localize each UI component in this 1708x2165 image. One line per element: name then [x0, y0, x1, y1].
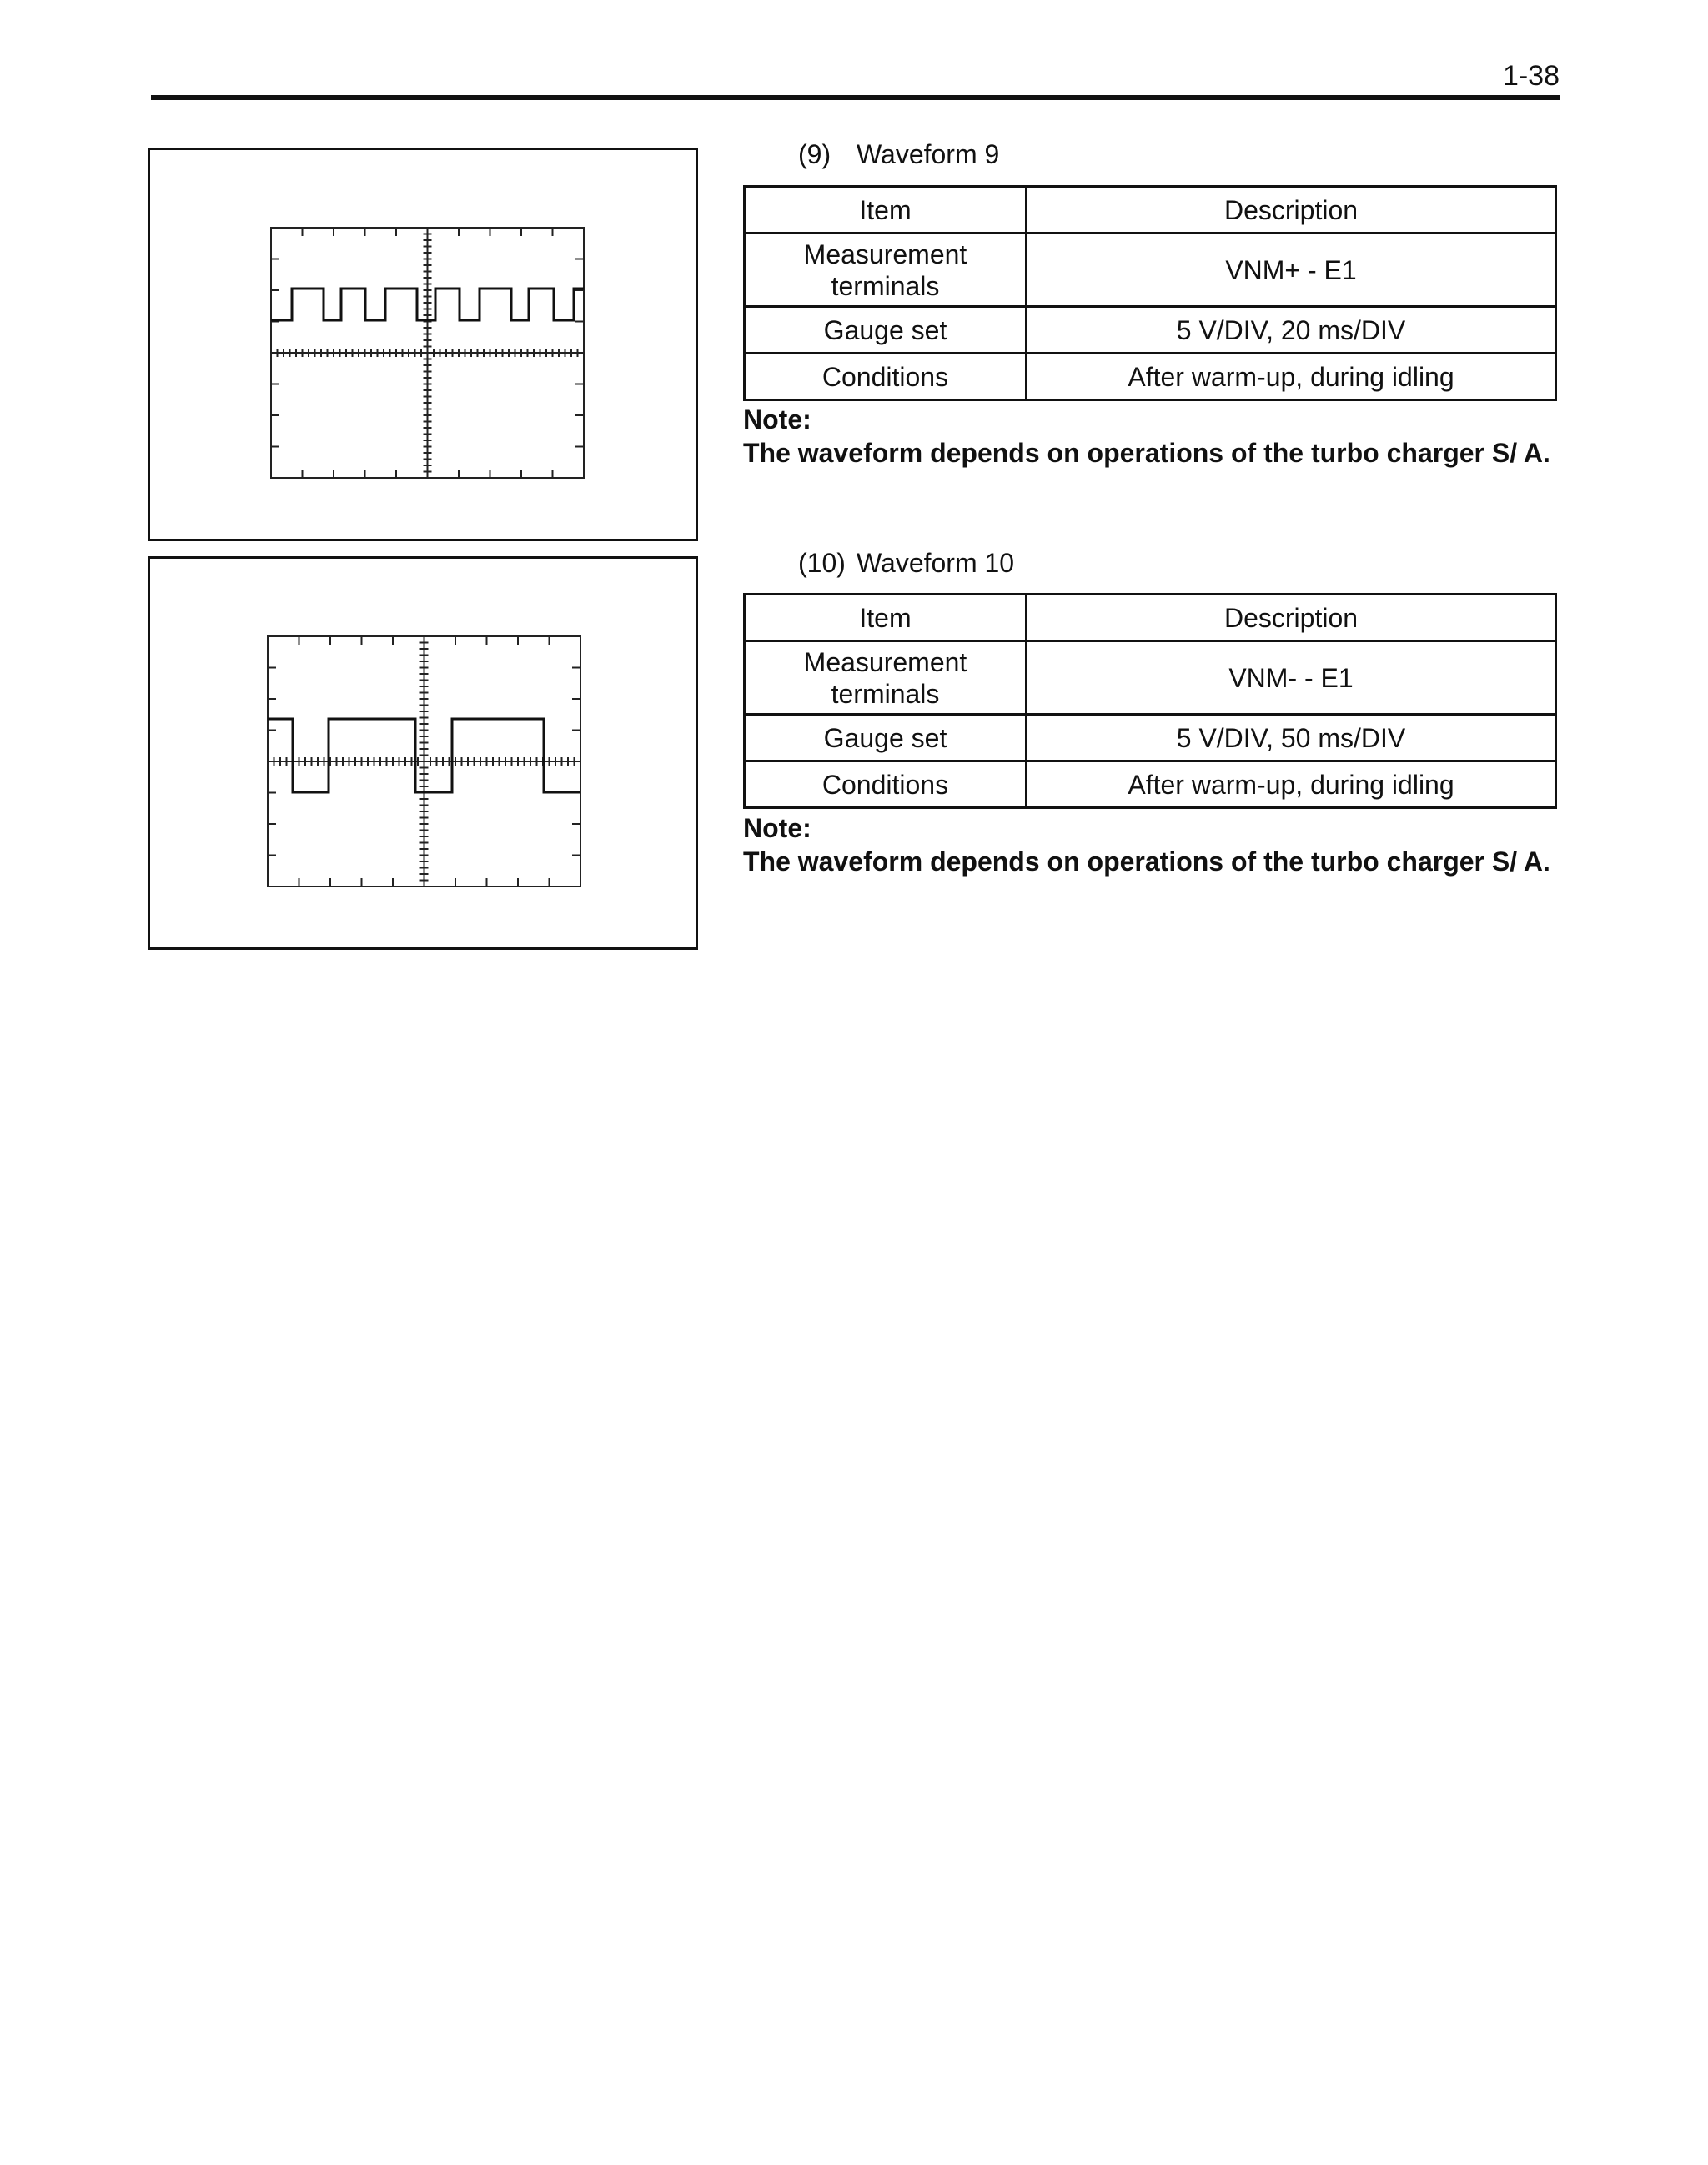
oscilloscope-screen-9: [150, 150, 701, 544]
row-item: Measurement terminals: [745, 641, 1027, 715]
caption-waveform-10: [798, 548, 1014, 579]
note-waveform-9: [743, 403, 1557, 470]
row-item: Gauge set: [745, 715, 1027, 761]
page-number: 1-38: [1502, 60, 1560, 92]
header-item: Item: [745, 595, 1027, 641]
header-description: Description: [1027, 187, 1556, 234]
table-row: [745, 354, 1556, 400]
waveform-10-figure: [148, 556, 698, 950]
row-description: VNM- - E1: [1027, 641, 1556, 715]
note-label: Note:: [743, 404, 811, 435]
caption-waveform-9: [798, 139, 999, 170]
row-description: After warm-up, during idling: [1027, 354, 1556, 400]
row-description: 5 V/DIV, 50 ms/DIV: [1027, 715, 1556, 761]
header-item: Item: [745, 187, 1027, 234]
row-item: Gauge set: [745, 307, 1027, 354]
table-header-row: [745, 595, 1556, 641]
table-row: [745, 234, 1556, 307]
table-row: [745, 641, 1556, 715]
table-row: [745, 761, 1556, 808]
note-text: The waveform depends on operations of the turbo charger S/ A.: [743, 438, 1550, 468]
caption-number: (10): [798, 548, 846, 578]
scope-grid-10: [268, 636, 580, 887]
row-description: After warm-up, during idling: [1027, 761, 1556, 808]
row-description: 5 V/DIV, 20 ms/DIV: [1027, 307, 1556, 354]
table-row: [745, 715, 1556, 761]
row-item: Measurement terminals: [745, 234, 1027, 307]
caption-title: Waveform 10: [857, 548, 1015, 578]
caption-title: Waveform 9: [857, 139, 1000, 169]
row-item: Conditions: [745, 761, 1027, 808]
scope-grid-9: [271, 228, 584, 478]
oscilloscope-screen-10: [150, 559, 701, 952]
header-description: Description: [1027, 595, 1556, 641]
header-rule: [151, 95, 1560, 100]
note-waveform-10: [743, 811, 1557, 878]
table-row: [745, 307, 1556, 354]
note-text: The waveform depends on operations of the turbo charger S/ A.: [743, 846, 1550, 877]
spec-table-waveform-9: [743, 185, 1557, 401]
note-label: Note:: [743, 813, 811, 843]
row-item: Conditions: [745, 354, 1027, 400]
spec-table-waveform-10: [743, 593, 1557, 809]
table-header-row: [745, 187, 1556, 234]
caption-number: (9): [798, 139, 831, 169]
waveform-9-figure: [148, 148, 698, 541]
row-description: VNM+ - E1: [1027, 234, 1556, 307]
